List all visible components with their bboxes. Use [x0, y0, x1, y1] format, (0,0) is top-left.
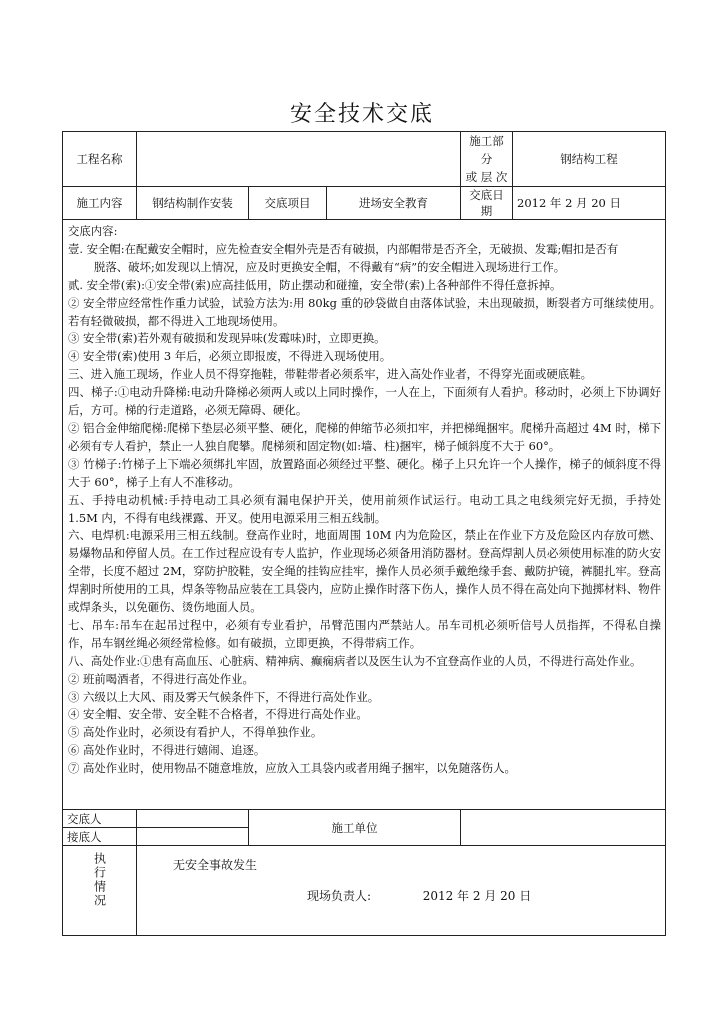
content-paragraph: 八、高处作业:①患有高血压、心脏病、精神病、癫痫病者以及医生认为不宜登高作业的人员，不得进行高处作业。 — [68, 653, 642, 668]
site-lead-signoff — [307, 887, 531, 904]
content-heading: 交底内容: — [68, 224, 118, 238]
disclosure-content — [63, 220, 666, 810]
date-value: 2012 年 2 月 20 日 — [513, 187, 666, 220]
content-paragraph: 五、手持电动机械:手持电动工具必须有漏电保护开关，使用前须作试运行。电动工具之电线须完好无损，手持处 1.5M 内，不得有电线裸露、开叉。使用电源采用三相五线制。 — [68, 492, 661, 525]
exec-label-cell — [63, 846, 137, 936]
content-paragraph: ⑦ 高处作业时，使用物品不随意堆放，应放入工具袋内或者用绳子捆牢，以免随落伤人。 — [68, 761, 516, 776]
content-paragraph: 四、梯子:①电动升降梯:电动升降梯必须两人或以上同时操作，一人在上，下面须有人看护。移动时，必须上下协调好后，方可。梯的行走道路，必须无障碍、硬化。 — [68, 385, 661, 418]
content-paragraph: ③ 六级以上大风、雨及雾天气候条件下，不得进行高处作业。 — [68, 689, 380, 704]
exec-date: 2012 年 2 月 20 日 — [422, 889, 532, 903]
content-value: 钢结构制作安装 — [137, 187, 249, 220]
site-lead-label: 现场负责人: — [307, 889, 372, 903]
content-paragraph: ② 安全带应经常性作重力试验，试验方法为:用 80kg 重的砂袋做自由落体试验，未出现破损，断裂者方可继续使用。若有轻微破损，都不得进入工地现场使用。 — [68, 295, 661, 328]
dept-label — [461, 132, 513, 187]
exec-content — [137, 846, 666, 936]
safety-disclosure-form — [62, 131, 666, 936]
content-paragraph: 七、吊车:吊车在起吊过程中，必须有专业看护，吊臂范围内严禁站人。吊车司机必须听信号人员指挥，不得私自操作，吊车钢丝绳必须经常检修。如有破损，立即更换，不得带病工作。 — [68, 617, 661, 650]
unit-label: 施工单位 — [249, 810, 461, 846]
content-paragraph: 脱落、破坏;如发现以上情况，应及时更换安全帽，不得戴有“病”的安全帽进入现场进行工作。 — [94, 259, 566, 274]
item-value: 进场安全教育 — [327, 187, 461, 220]
content-paragraph: ② 铝合金伸缩爬梯:爬梯下垫层必须平整、硬化，爬梯的伸缩节必须扣牢，并把梯绳捆牢。爬梯升高超过 4M 时，梯下必须有专人看护，禁止一人独自爬攀。爬梯须和固定物(如:墙、柱)捆牢，梯子倾斜度不大于 60°。 — [68, 420, 661, 453]
project-name-label: 工程名称 — [63, 132, 137, 187]
content-paragraph: ③ 安全带(索)若外观有破损和发现异味(发霉味)时，立即更换。 — [68, 331, 386, 346]
receiver-value — [137, 828, 249, 846]
content-paragraph: 六、电焊机:电源采用三相五线制。登高作业时，地面周围 10M 内为危险区，禁止在作业下方及危险区内存放可燃、易爆物品和停留人员。在工作过程应设有专人监护，作业现场必须备用消防器材。登高焊割人员必须使用标准的防火安全带，长度不超过 2M，穿防护胶鞋，安全绳的挂钩应挂牢，操作人员必须手戴绝缘手套、戴防护镜，裤腿扎牢。登高焊割时所使用的工具，焊条等物品应装在工具袋内，应防止操作时落下伤人，操作人员不得在高处向下抛掷材料、物件或焊条头，以免砸伤、烫伤地面人员。 — [68, 528, 661, 615]
item-label: 交底项目 — [249, 187, 327, 220]
content-paragraph: ② 班前喝酒者，不得进行高处作业。 — [68, 671, 254, 686]
discloser-label: 交底人 — [63, 810, 137, 828]
dept-label-line2: 或 层 次 — [465, 170, 508, 184]
content-paragraph: 三、进入施工现场，作业人员不得穿拖鞋，带鞋带者必须系牢，进入高处作业者，不得穿光面或硬底鞋。 — [68, 367, 592, 382]
dept-value: 钢结构工程 — [513, 132, 666, 187]
content-paragraph: 壹. 安全帽:在配戴安全帽时，应先检查安全帽外壳是否有破损，内部帽带是否齐全，无破损、发霉;帽扣是否有 — [68, 241, 619, 256]
dept-label-line1: 施工部分 — [469, 134, 504, 166]
content-paragraph: ⑤ 高处作业时，必须设有看护人，不得单独作业。 — [68, 725, 323, 740]
receiver-label: 接底人 — [63, 828, 137, 846]
content-label: 施工内容 — [63, 187, 137, 220]
content-paragraph: ③ 竹梯子:竹梯子上下端必须绑扎牢固，放置路面必须经过平整、硬化。梯子上只允许一个人操作，梯子的倾斜度不得大于 60°，梯子上有人不准移动。 — [68, 456, 661, 489]
discloser-value — [137, 810, 249, 828]
content-paragraph: 贰. 安全带(索):①安全带(索)应高挂低用，防止摆动和碰撞，安全带(索)上各种部件不得任意拆掉。 — [68, 277, 562, 292]
content-paragraph: ④ 安全带(索)使用 3 年后，必须立即报废，不得进入现场使用。 — [68, 349, 392, 364]
date-label: 交底日期 — [461, 187, 513, 220]
unit-value — [461, 810, 666, 846]
project-name-value — [137, 132, 461, 187]
content-paragraph: ④ 安全帽、安全带、安全鞋不合格者，不得进行高处作业。 — [68, 707, 368, 722]
content-paragraph: ⑥ 高处作业时，不得进行嬉闹、追逐。 — [68, 743, 266, 758]
document-title: 安全技术交底 — [289, 102, 434, 127]
exec-text: 无安全事故发生 — [173, 858, 258, 872]
exec-label: 执行情况 — [92, 852, 107, 908]
